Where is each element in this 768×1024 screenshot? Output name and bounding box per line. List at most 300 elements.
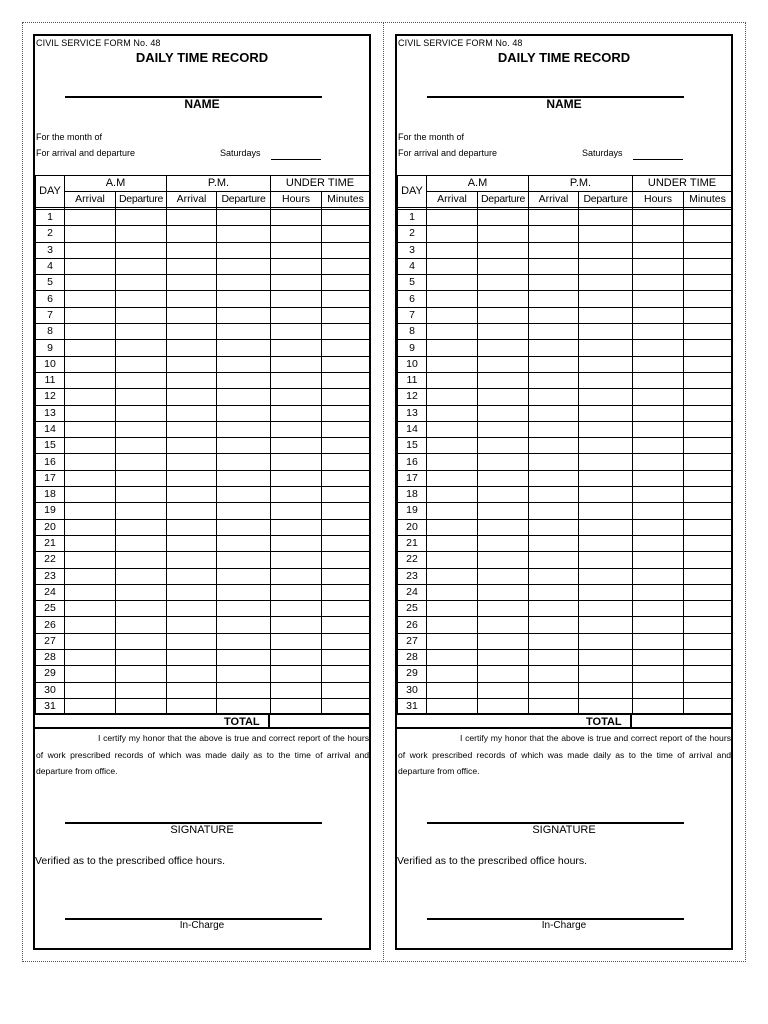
minutes-cell[interactable]	[322, 633, 370, 649]
pm-departure-cell[interactable]	[579, 258, 633, 274]
pm-departure-cell[interactable]	[217, 650, 271, 666]
minutes-cell[interactable]	[684, 568, 732, 584]
minutes-cell[interactable]	[684, 470, 732, 486]
hours-cell[interactable]	[271, 405, 322, 421]
pm-departure-cell[interactable]	[579, 617, 633, 633]
pm-departure-cell[interactable]	[579, 307, 633, 323]
pm-arrival-cell[interactable]	[167, 650, 217, 666]
am-departure-cell[interactable]	[478, 535, 529, 551]
minutes-cell[interactable]	[684, 682, 732, 698]
hours-cell[interactable]	[271, 291, 322, 307]
minutes-cell[interactable]	[322, 210, 370, 226]
am-departure-cell[interactable]	[116, 258, 167, 274]
pm-departure-cell[interactable]	[217, 210, 271, 226]
saturdays-line[interactable]	[271, 159, 321, 160]
pm-arrival-cell[interactable]	[529, 470, 579, 486]
am-departure-cell[interactable]	[116, 601, 167, 617]
am-departure-cell[interactable]	[116, 324, 167, 340]
minutes-cell[interactable]	[684, 356, 732, 372]
am-arrival-cell[interactable]	[427, 242, 478, 258]
minutes-cell[interactable]	[684, 633, 732, 649]
minutes-cell[interactable]	[684, 487, 732, 503]
pm-departure-cell[interactable]	[579, 340, 633, 356]
am-departure-cell[interactable]	[478, 421, 529, 437]
am-arrival-cell[interactable]	[427, 552, 478, 568]
pm-departure-cell[interactable]	[217, 275, 271, 291]
am-departure-cell[interactable]	[116, 552, 167, 568]
am-departure-cell[interactable]	[116, 226, 167, 242]
minutes-cell[interactable]	[322, 438, 370, 454]
am-arrival-cell[interactable]	[427, 470, 478, 486]
am-arrival-cell[interactable]	[65, 535, 116, 551]
pm-arrival-cell[interactable]	[529, 617, 579, 633]
hours-cell[interactable]	[271, 503, 322, 519]
pm-arrival-cell[interactable]	[529, 324, 579, 340]
pm-arrival-cell[interactable]	[167, 666, 217, 682]
am-departure-cell[interactable]	[116, 666, 167, 682]
am-arrival-cell[interactable]	[65, 226, 116, 242]
hours-cell[interactable]	[271, 552, 322, 568]
hours-cell[interactable]	[271, 210, 322, 226]
pm-arrival-cell[interactable]	[529, 389, 579, 405]
pm-departure-cell[interactable]	[217, 226, 271, 242]
hours-cell[interactable]	[633, 372, 684, 388]
pm-departure-cell[interactable]	[217, 503, 271, 519]
am-arrival-cell[interactable]	[427, 340, 478, 356]
pm-arrival-cell[interactable]	[167, 226, 217, 242]
pm-departure-cell[interactable]	[579, 519, 633, 535]
pm-departure-cell[interactable]	[217, 324, 271, 340]
am-departure-cell[interactable]	[116, 210, 167, 226]
pm-arrival-cell[interactable]	[529, 535, 579, 551]
am-departure-cell[interactable]	[478, 470, 529, 486]
minutes-cell[interactable]	[322, 421, 370, 437]
am-arrival-cell[interactable]	[65, 421, 116, 437]
am-arrival-cell[interactable]	[65, 470, 116, 486]
minutes-cell[interactable]	[684, 372, 732, 388]
am-arrival-cell[interactable]	[427, 210, 478, 226]
minutes-cell[interactable]	[322, 291, 370, 307]
hours-cell[interactable]	[271, 324, 322, 340]
pm-arrival-cell[interactable]	[529, 487, 579, 503]
minutes-cell[interactable]	[684, 519, 732, 535]
hours-cell[interactable]	[633, 617, 684, 633]
pm-departure-cell[interactable]	[579, 438, 633, 454]
minutes-cell[interactable]	[322, 470, 370, 486]
am-arrival-cell[interactable]	[427, 275, 478, 291]
pm-departure-cell[interactable]	[217, 617, 271, 633]
minutes-cell[interactable]	[322, 617, 370, 633]
am-departure-cell[interactable]	[478, 210, 529, 226]
hours-cell[interactable]	[271, 389, 322, 405]
pm-departure-cell[interactable]	[579, 568, 633, 584]
pm-arrival-cell[interactable]	[529, 405, 579, 421]
am-arrival-cell[interactable]	[65, 210, 116, 226]
pm-arrival-cell[interactable]	[529, 242, 579, 258]
pm-arrival-cell[interactable]	[167, 307, 217, 323]
minutes-cell[interactable]	[684, 503, 732, 519]
am-departure-cell[interactable]	[116, 584, 167, 600]
am-departure-cell[interactable]	[478, 666, 529, 682]
minutes-cell[interactable]	[322, 487, 370, 503]
pm-arrival-cell[interactable]	[529, 519, 579, 535]
pm-departure-cell[interactable]	[579, 291, 633, 307]
pm-departure-cell[interactable]	[579, 226, 633, 242]
hours-cell[interactable]	[271, 633, 322, 649]
am-arrival-cell[interactable]	[65, 650, 116, 666]
pm-arrival-cell[interactable]	[167, 601, 217, 617]
am-departure-cell[interactable]	[116, 421, 167, 437]
hours-cell[interactable]	[633, 503, 684, 519]
am-departure-cell[interactable]	[478, 552, 529, 568]
hours-cell[interactable]	[633, 340, 684, 356]
pm-arrival-cell[interactable]	[529, 552, 579, 568]
minutes-cell[interactable]	[684, 650, 732, 666]
minutes-cell[interactable]	[684, 438, 732, 454]
am-departure-cell[interactable]	[116, 503, 167, 519]
pm-departure-cell[interactable]	[579, 503, 633, 519]
pm-arrival-cell[interactable]	[529, 421, 579, 437]
pm-arrival-cell[interactable]	[167, 210, 217, 226]
am-arrival-cell[interactable]	[427, 535, 478, 551]
pm-departure-cell[interactable]	[217, 258, 271, 274]
hours-cell[interactable]	[271, 617, 322, 633]
minutes-cell[interactable]	[322, 535, 370, 551]
pm-arrival-cell[interactable]	[167, 389, 217, 405]
pm-departure-cell[interactable]	[579, 242, 633, 258]
am-arrival-cell[interactable]	[65, 258, 116, 274]
am-departure-cell[interactable]	[478, 356, 529, 372]
minutes-cell[interactable]	[322, 226, 370, 242]
am-arrival-cell[interactable]	[65, 405, 116, 421]
pm-arrival-cell[interactable]	[529, 584, 579, 600]
hours-cell[interactable]	[633, 389, 684, 405]
am-departure-cell[interactable]	[116, 617, 167, 633]
am-departure-cell[interactable]	[478, 503, 529, 519]
pm-arrival-cell[interactable]	[167, 487, 217, 503]
minutes-cell[interactable]	[684, 324, 732, 340]
pm-arrival-cell[interactable]	[529, 650, 579, 666]
hours-cell[interactable]	[633, 307, 684, 323]
pm-departure-cell[interactable]	[579, 454, 633, 470]
am-departure-cell[interactable]	[478, 226, 529, 242]
hours-cell[interactable]	[271, 470, 322, 486]
am-arrival-cell[interactable]	[65, 356, 116, 372]
minutes-cell[interactable]	[684, 405, 732, 421]
hours-cell[interactable]	[633, 258, 684, 274]
pm-arrival-cell[interactable]	[167, 503, 217, 519]
pm-arrival-cell[interactable]	[529, 438, 579, 454]
minutes-cell[interactable]	[322, 389, 370, 405]
pm-departure-cell[interactable]	[217, 389, 271, 405]
pm-departure-cell[interactable]	[217, 519, 271, 535]
pm-departure-cell[interactable]	[579, 584, 633, 600]
am-arrival-cell[interactable]	[65, 682, 116, 698]
am-departure-cell[interactable]	[116, 291, 167, 307]
am-arrival-cell[interactable]	[65, 601, 116, 617]
am-departure-cell[interactable]	[116, 242, 167, 258]
pm-arrival-cell[interactable]	[167, 356, 217, 372]
hours-cell[interactable]	[633, 535, 684, 551]
am-arrival-cell[interactable]	[65, 438, 116, 454]
hours-cell[interactable]	[271, 356, 322, 372]
hours-cell[interactable]	[271, 454, 322, 470]
pm-departure-cell[interactable]	[217, 535, 271, 551]
minutes-cell[interactable]	[322, 666, 370, 682]
hours-cell[interactable]	[633, 682, 684, 698]
am-arrival-cell[interactable]	[65, 275, 116, 291]
pm-departure-cell[interactable]	[579, 324, 633, 340]
hours-cell[interactable]	[271, 519, 322, 535]
hours-cell[interactable]	[271, 258, 322, 274]
am-arrival-cell[interactable]	[65, 291, 116, 307]
pm-arrival-cell[interactable]	[167, 552, 217, 568]
pm-arrival-cell[interactable]	[167, 324, 217, 340]
pm-arrival-cell[interactable]	[529, 307, 579, 323]
hours-cell[interactable]	[633, 356, 684, 372]
minutes-cell[interactable]	[684, 242, 732, 258]
pm-departure-cell[interactable]	[579, 682, 633, 698]
pm-departure-cell[interactable]	[579, 210, 633, 226]
pm-arrival-cell[interactable]	[167, 258, 217, 274]
hours-cell[interactable]	[271, 568, 322, 584]
pm-departure-cell[interactable]	[217, 552, 271, 568]
hours-cell[interactable]	[633, 421, 684, 437]
am-arrival-cell[interactable]	[65, 633, 116, 649]
pm-arrival-cell[interactable]	[167, 633, 217, 649]
pm-arrival-cell[interactable]	[529, 666, 579, 682]
minutes-cell[interactable]	[684, 552, 732, 568]
am-arrival-cell[interactable]	[427, 617, 478, 633]
am-arrival-cell[interactable]	[427, 519, 478, 535]
pm-departure-cell[interactable]	[217, 438, 271, 454]
minutes-cell[interactable]	[322, 650, 370, 666]
pm-departure-cell[interactable]	[579, 552, 633, 568]
pm-departure-cell[interactable]	[217, 454, 271, 470]
minutes-cell[interactable]	[322, 258, 370, 274]
minutes-cell[interactable]	[322, 503, 370, 519]
am-departure-cell[interactable]	[478, 340, 529, 356]
am-arrival-cell[interactable]	[65, 372, 116, 388]
pm-departure-cell[interactable]	[579, 356, 633, 372]
am-departure-cell[interactable]	[116, 307, 167, 323]
pm-departure-cell[interactable]	[579, 372, 633, 388]
pm-departure-cell[interactable]	[217, 633, 271, 649]
minutes-cell[interactable]	[322, 682, 370, 698]
pm-departure-cell[interactable]	[217, 682, 271, 698]
hours-cell[interactable]	[633, 650, 684, 666]
pm-arrival-cell[interactable]	[167, 617, 217, 633]
hours-cell[interactable]	[633, 633, 684, 649]
pm-arrival-cell[interactable]	[167, 438, 217, 454]
pm-arrival-cell[interactable]	[167, 421, 217, 437]
am-departure-cell[interactable]	[478, 487, 529, 503]
total-box[interactable]	[630, 713, 731, 729]
hours-cell[interactable]	[633, 666, 684, 682]
pm-arrival-cell[interactable]	[167, 470, 217, 486]
am-arrival-cell[interactable]	[427, 666, 478, 682]
am-arrival-cell[interactable]	[65, 552, 116, 568]
pm-departure-cell[interactable]	[217, 666, 271, 682]
pm-arrival-cell[interactable]	[167, 405, 217, 421]
am-departure-cell[interactable]	[478, 291, 529, 307]
pm-arrival-cell[interactable]	[167, 275, 217, 291]
am-arrival-cell[interactable]	[65, 584, 116, 600]
am-arrival-cell[interactable]	[427, 421, 478, 437]
minutes-cell[interactable]	[322, 275, 370, 291]
hours-cell[interactable]	[271, 372, 322, 388]
am-arrival-cell[interactable]	[427, 650, 478, 666]
am-arrival-cell[interactable]	[427, 568, 478, 584]
minutes-cell[interactable]	[322, 601, 370, 617]
am-arrival-cell[interactable]	[427, 503, 478, 519]
pm-departure-cell[interactable]	[217, 405, 271, 421]
am-arrival-cell[interactable]	[427, 454, 478, 470]
pm-departure-cell[interactable]	[217, 307, 271, 323]
am-arrival-cell[interactable]	[427, 226, 478, 242]
hours-cell[interactable]	[633, 275, 684, 291]
pm-arrival-cell[interactable]	[529, 258, 579, 274]
pm-departure-cell[interactable]	[579, 601, 633, 617]
pm-departure-cell[interactable]	[579, 633, 633, 649]
pm-departure-cell[interactable]	[579, 487, 633, 503]
am-arrival-cell[interactable]	[427, 601, 478, 617]
minutes-cell[interactable]	[684, 666, 732, 682]
am-arrival-cell[interactable]	[65, 503, 116, 519]
minutes-cell[interactable]	[322, 584, 370, 600]
hours-cell[interactable]	[271, 275, 322, 291]
pm-arrival-cell[interactable]	[167, 454, 217, 470]
am-departure-cell[interactable]	[478, 650, 529, 666]
hours-cell[interactable]	[633, 584, 684, 600]
minutes-cell[interactable]	[322, 454, 370, 470]
am-departure-cell[interactable]	[116, 340, 167, 356]
pm-arrival-cell[interactable]	[529, 275, 579, 291]
am-departure-cell[interactable]	[478, 372, 529, 388]
am-departure-cell[interactable]	[116, 568, 167, 584]
am-departure-cell[interactable]	[478, 633, 529, 649]
am-arrival-cell[interactable]	[65, 307, 116, 323]
minutes-cell[interactable]	[684, 535, 732, 551]
minutes-cell[interactable]	[322, 519, 370, 535]
hours-cell[interactable]	[633, 454, 684, 470]
am-departure-cell[interactable]	[478, 242, 529, 258]
pm-arrival-cell[interactable]	[167, 535, 217, 551]
hours-cell[interactable]	[633, 552, 684, 568]
hours-cell[interactable]	[633, 405, 684, 421]
minutes-cell[interactable]	[322, 340, 370, 356]
minutes-cell[interactable]	[322, 372, 370, 388]
hours-cell[interactable]	[633, 226, 684, 242]
am-arrival-cell[interactable]	[65, 487, 116, 503]
pm-departure-cell[interactable]	[579, 421, 633, 437]
pm-departure-cell[interactable]	[217, 601, 271, 617]
pm-arrival-cell[interactable]	[529, 372, 579, 388]
minutes-cell[interactable]	[684, 226, 732, 242]
am-departure-cell[interactable]	[116, 633, 167, 649]
am-departure-cell[interactable]	[478, 324, 529, 340]
am-arrival-cell[interactable]	[65, 519, 116, 535]
pm-departure-cell[interactable]	[217, 242, 271, 258]
pm-departure-cell[interactable]	[217, 291, 271, 307]
minutes-cell[interactable]	[684, 275, 732, 291]
am-departure-cell[interactable]	[116, 454, 167, 470]
pm-arrival-cell[interactable]	[167, 291, 217, 307]
minutes-cell[interactable]	[684, 454, 732, 470]
hours-cell[interactable]	[271, 421, 322, 437]
pm-arrival-cell[interactable]	[529, 682, 579, 698]
pm-departure-cell[interactable]	[217, 340, 271, 356]
am-departure-cell[interactable]	[478, 519, 529, 535]
hours-cell[interactable]	[271, 584, 322, 600]
am-arrival-cell[interactable]	[427, 356, 478, 372]
pm-arrival-cell[interactable]	[167, 242, 217, 258]
am-departure-cell[interactable]	[478, 307, 529, 323]
am-departure-cell[interactable]	[116, 487, 167, 503]
minutes-cell[interactable]	[684, 421, 732, 437]
total-box[interactable]	[268, 713, 369, 729]
pm-departure-cell[interactable]	[217, 487, 271, 503]
am-departure-cell[interactable]	[478, 584, 529, 600]
am-departure-cell[interactable]	[116, 470, 167, 486]
hours-cell[interactable]	[633, 242, 684, 258]
minutes-cell[interactable]	[322, 307, 370, 323]
am-departure-cell[interactable]	[116, 405, 167, 421]
hours-cell[interactable]	[271, 340, 322, 356]
minutes-cell[interactable]	[684, 210, 732, 226]
minutes-cell[interactable]	[684, 617, 732, 633]
am-departure-cell[interactable]	[478, 682, 529, 698]
saturdays-line[interactable]	[633, 159, 683, 160]
pm-arrival-cell[interactable]	[167, 340, 217, 356]
am-arrival-cell[interactable]	[427, 405, 478, 421]
pm-arrival-cell[interactable]	[167, 584, 217, 600]
pm-arrival-cell[interactable]	[529, 633, 579, 649]
pm-departure-cell[interactable]	[579, 666, 633, 682]
pm-arrival-cell[interactable]	[529, 601, 579, 617]
hours-cell[interactable]	[271, 307, 322, 323]
am-departure-cell[interactable]	[478, 405, 529, 421]
am-arrival-cell[interactable]	[65, 389, 116, 405]
am-arrival-cell[interactable]	[427, 291, 478, 307]
minutes-cell[interactable]	[684, 307, 732, 323]
am-arrival-cell[interactable]	[427, 324, 478, 340]
minutes-cell[interactable]	[684, 291, 732, 307]
hours-cell[interactable]	[633, 291, 684, 307]
minutes-cell[interactable]	[322, 552, 370, 568]
am-departure-cell[interactable]	[116, 438, 167, 454]
minutes-cell[interactable]	[684, 389, 732, 405]
pm-arrival-cell[interactable]	[529, 503, 579, 519]
pm-arrival-cell[interactable]	[167, 519, 217, 535]
am-arrival-cell[interactable]	[65, 340, 116, 356]
am-arrival-cell[interactable]	[65, 666, 116, 682]
pm-arrival-cell[interactable]	[529, 340, 579, 356]
am-arrival-cell[interactable]	[427, 258, 478, 274]
minutes-cell[interactable]	[684, 258, 732, 274]
hours-cell[interactable]	[633, 210, 684, 226]
pm-departure-cell[interactable]	[217, 421, 271, 437]
pm-departure-cell[interactable]	[579, 535, 633, 551]
hours-cell[interactable]	[271, 666, 322, 682]
pm-arrival-cell[interactable]	[529, 356, 579, 372]
hours-cell[interactable]	[271, 226, 322, 242]
am-departure-cell[interactable]	[478, 389, 529, 405]
hours-cell[interactable]	[271, 438, 322, 454]
am-departure-cell[interactable]	[116, 389, 167, 405]
am-departure-cell[interactable]	[478, 258, 529, 274]
pm-arrival-cell[interactable]	[529, 226, 579, 242]
